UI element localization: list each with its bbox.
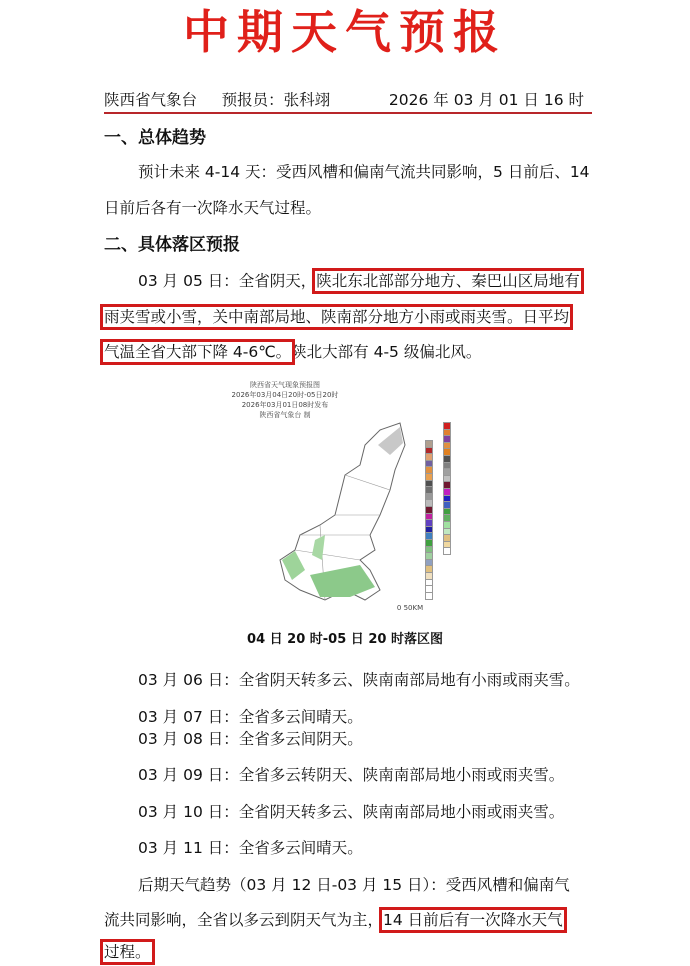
map-title: 陕西省天气现象预报图 <box>250 381 320 389</box>
map-period: 2026年03月04日20时-05日20时 <box>231 391 339 399</box>
map-issued: 2026年03月01日08时发布 <box>241 401 329 409</box>
shaanxi-map <box>230 375 470 620</box>
forecaster: 预报员：张科翊 <box>221 91 331 109</box>
document-title: 中期天气预报 <box>183 5 507 59</box>
forecast-day: 03 月 11 日：全省多云间晴天。 <box>138 839 363 857</box>
text: 陕北大部有 4-5 级偏北风。 <box>291 343 482 361</box>
forecast-0305-line <box>138 269 580 293</box>
text: 流共同影响，全省以多云到阴天气为主， <box>104 911 384 929</box>
forecast-day: 03 月 06 日：全省阴天转多云、陕南南部局地有小雨或雨夹雪。 <box>138 671 580 689</box>
section2-heading: 二、具体落区预报 <box>104 235 240 255</box>
section1-heading: 一、总体趋势 <box>104 128 206 148</box>
highlight-box: 雨夹雪或小雪，关中南部局地、陕南部分地方小雨或雨夹雪。日平均 <box>104 308 570 326</box>
issue-datetime: 2026 年 03 月 01 日 16 时 <box>388 91 584 109</box>
later-trend-line <box>104 940 151 964</box>
forecast-day: 03 月 08 日：全省多云间阴天。 <box>138 730 363 748</box>
forecast-day: 03 月 07 日：全省多云间晴天。 <box>138 708 363 726</box>
highlight-box: 过程。 <box>104 943 151 961</box>
section1-line: 日前后各有一次降水天气过程。 <box>104 199 322 217</box>
later-trend-line <box>104 908 563 932</box>
highlight-box: 陕北东北部部分地方、秦巴山区局地有 <box>316 272 580 290</box>
later-trend-line: 后期天气趋势（03 月 12 日-03 月 15 日）：受西风槽和偏南气 <box>138 876 570 894</box>
map-scale: 0 50KM <box>396 604 424 612</box>
report-header <box>104 88 592 114</box>
highlight-box: 14 日前后有一次降水天气 <box>383 911 563 929</box>
highlight-box: 气温全省大部下降 4-6℃。 <box>104 343 292 361</box>
forecast-day: 03 月 09 日：全省多云转阴天、陕南南部局地小雨或雨夹雪。 <box>138 766 565 784</box>
forecast-0305-line <box>104 305 569 329</box>
map-issuer: 陕西省气象台 制 <box>259 411 311 419</box>
forecast-0305-line <box>104 340 481 364</box>
legend-swatch <box>425 592 433 600</box>
legend-swatch <box>443 547 451 555</box>
org-name: 陕西省气象台 <box>104 91 198 109</box>
text: 03 月 05 日：全省阴天， <box>138 272 317 290</box>
section1-line: 预计未来 4-14 天：受西风槽和偏南气流共同影响，5 日前后、14 <box>138 163 590 181</box>
map-caption: 04 日 20 时-05 日 20 时落区图 <box>247 632 443 647</box>
forecast-map <box>230 375 470 620</box>
forecast-day: 03 月 10 日：全省阴天转多云、陕南南部局地小雨或雨夹雪。 <box>138 803 565 821</box>
